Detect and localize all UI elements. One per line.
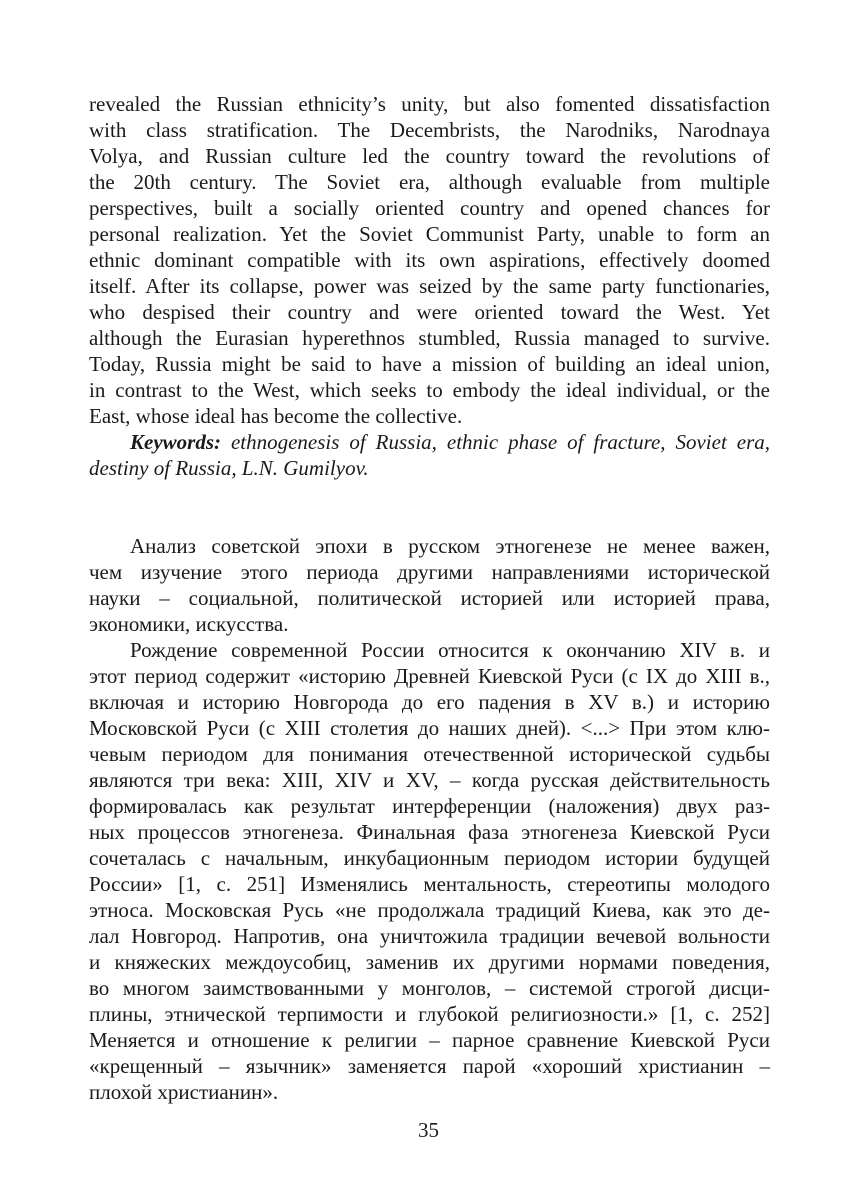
- text-line: the 20th century. The Soviet era, although evaluable from multiple: [89, 170, 770, 194]
- text-line: России» [1, с. 251] Изменялись ментальность, стереотипы молодого: [89, 872, 770, 896]
- text-line: сочеталась с начальным, инкубационным периодом истории будущей: [89, 846, 770, 870]
- text-line: with class stratification. The Decembrists, the Narodniks, Narodnaya: [89, 118, 770, 142]
- text-line: ethnic dominant compatible with its own aspirations, effectively doomed: [89, 248, 770, 272]
- text-line: personal realization. Yet the Soviet Communist Party, unable to form an: [89, 222, 770, 246]
- russian-paragraph-1: [89, 533, 770, 637]
- text-line: плины, этнической терпимости и глубокой религиозности.» [1, с. 252]: [89, 1002, 770, 1026]
- russian-paragraph-2: [89, 637, 770, 1105]
- text-line: revealed the Russian ethnicity’s unity, but also fomented dissatisfaction: [89, 92, 770, 116]
- text-line: чевым периодом для понимания отечественной исторической судьбы: [89, 742, 770, 766]
- keywords-text: ethnogenesis of Russia, ethnic phase of fracture, Soviet era,: [221, 430, 770, 454]
- text-line: лал Новгород. Напротив, она уничтожила традиции вечевой вольности: [89, 924, 770, 948]
- text-line: этноса. Московская Русь «не продолжала традиций Киева, как это де-: [89, 898, 770, 922]
- text-line: perspectives, built a socially oriented country and opened chances for: [89, 196, 770, 220]
- text-line: Volya, and Russian culture led the country toward the revolutions of: [89, 144, 770, 168]
- text-line: науки – социальной, политической историей или историей права,: [89, 586, 770, 610]
- text-line: этот период содержит «историю Древней Киевской Руси (с IX до XIII в.,: [89, 664, 770, 688]
- abstract-paragraph: [89, 91, 770, 429]
- text-line: и княжеских междоусобиц, заменив их другими нормами поведения,: [89, 950, 770, 974]
- page-number: 35: [418, 1118, 439, 1142]
- text-line: Меняется и отношение к религии – парное сравнение Киевской Руси: [89, 1028, 770, 1052]
- text-line: Today, Russia might be said to have a mission of building an ideal union,: [89, 352, 770, 376]
- text-line: in contrast to the West, which seeks to embody the ideal individual, or the: [89, 378, 770, 402]
- text-line: East, whose ideal has become the collective.: [89, 404, 463, 428]
- text-line: Рождение современной России относится к окончанию XIV в. и: [130, 638, 770, 662]
- keywords-line: destiny of Russia, L.N. Gumilyov.: [89, 456, 369, 480]
- text-line: являются три века: XIII, XIV и XV, – когда русская действительность: [89, 768, 770, 792]
- text-line: формировалась как результат интерференции (наложения) двух раз-: [89, 794, 770, 818]
- text-line: ных процессов этногенеза. Финальная фаза этногенеза Киевской Руси: [89, 820, 770, 844]
- text-line: Московской Руси (с XIII столетия до наших дней). <...> При этом клю-: [89, 716, 770, 740]
- text-line: во многом заимствованными у монголов, – системой строгой дисци-: [89, 976, 770, 1000]
- text-line: плохой христианин».: [89, 1080, 279, 1104]
- keywords-line: [89, 429, 770, 455]
- text-line: Анализ советской эпохи в русском этногенезе не менее важен,: [130, 534, 770, 558]
- text-line: although the Eurasian hyperethnos stumbled, Russia managed to survive.: [89, 326, 770, 350]
- keywords-block: [89, 429, 770, 481]
- text-line: включая и историю Новгорода до его падения в XV в.) и историю: [89, 690, 770, 714]
- text-line: who despised their country and were oriented toward the West. Yet: [89, 300, 770, 324]
- text-line: чем изучение этого периода другими направлениями исторической: [89, 560, 770, 584]
- keywords-label: Keywords:: [130, 430, 221, 454]
- section-gap: [89, 481, 770, 533]
- text-line: «крещенный – язычник» заменяется парой «хороший христианин –: [89, 1054, 770, 1078]
- text-line: itself. After its collapse, power was seized by the same party functionaries,: [89, 274, 770, 298]
- body-text: [89, 91, 770, 1105]
- text-line: экономики, искусства.: [89, 612, 289, 636]
